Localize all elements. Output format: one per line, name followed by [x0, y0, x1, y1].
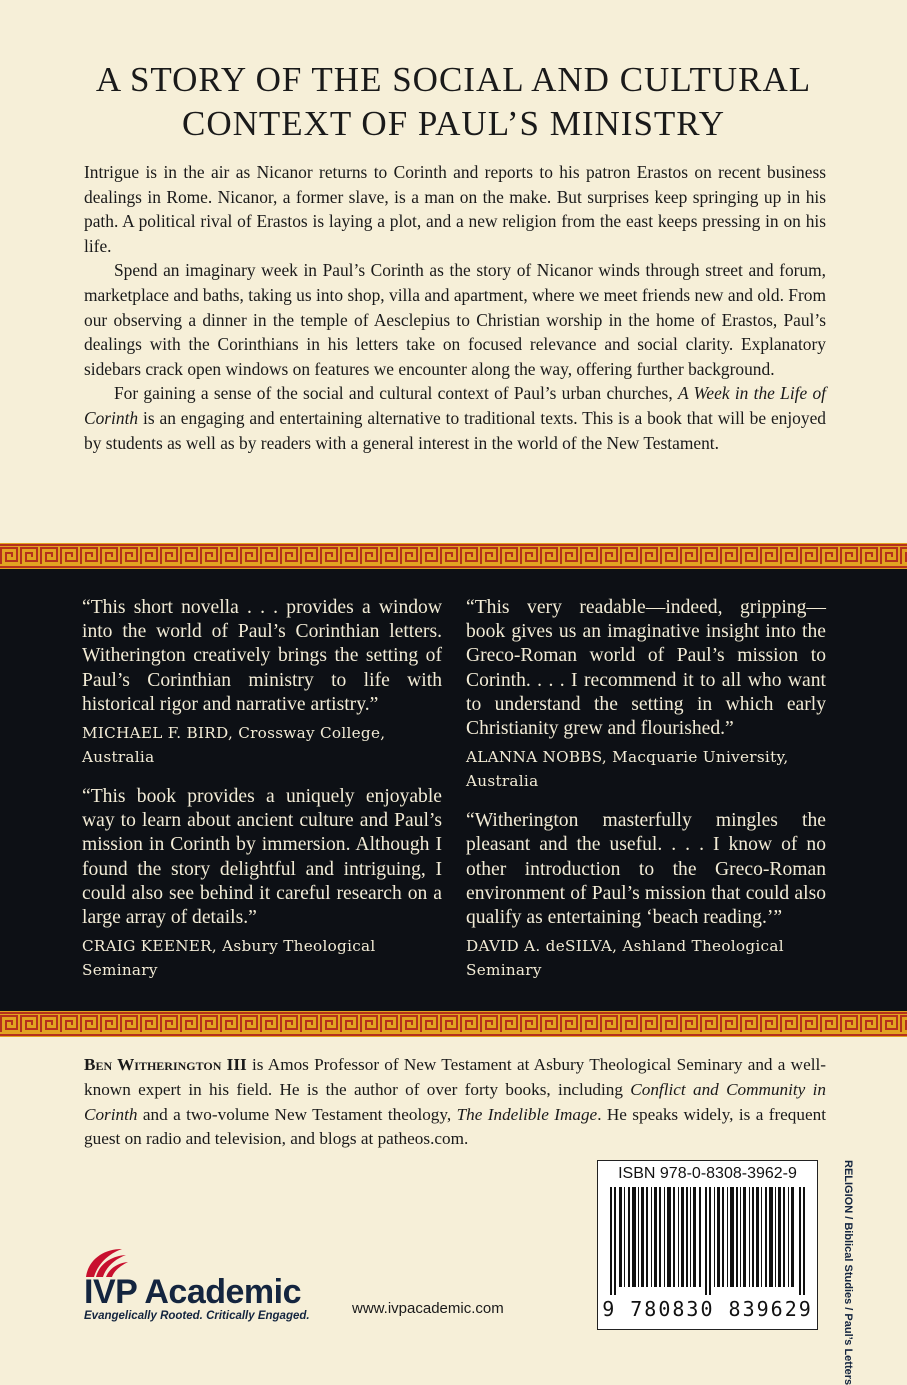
barcode — [597, 1160, 818, 1330]
endorsement-quote: “Witherington masterfully mingles the pleasant and the useful. . . . I know of no other introduction to the Greco-Roman environment of Paul’s mission that could also qualify as entertaining ‘beach reading.’” — [466, 810, 826, 929]
headline — [0, 58, 907, 146]
subject-category-text: RELIGION / Biblical Studies / Paul’s Letters — [842, 1160, 854, 1385]
publisher-website: www.ivpacademic.com — [352, 1300, 504, 1317]
endorsement-quote: “This very readable—indeed, gripping—book gives us an imaginative insight into the Greco-Roman world of Paul’s mission to Corinth. . . . I recommend it to all who want to understand the setting in which early Christianity grew and flourished.” — [466, 597, 826, 740]
description — [84, 160, 826, 455]
description-paragraph-2: Spend an imaginary week in Paul’s Corinth as the story of Nicanor winds through street and forum, marketplace and baths, taking us into shop, villa and apartment, where we meet friends new and old. From our observing a dinner in the temple of Aesclepius to Christian worship in the home of Erastos, Paul’s dealings with the Corinthians in his letters take on focused relevance and social clarity. Explanatory sidebars crack open windows on features we encounter along the way, offering further background. — [84, 260, 826, 379]
greek-key-border-top — [0, 543, 907, 569]
bio-text-3: . He speaks widely, is a frequent guest on radio and television, and blogs at patheos.com. — [84, 1104, 826, 1149]
barcode-bars — [608, 1187, 808, 1295]
bio-text-1: is Amos Professor of New Testament at Asbury Theological Seminary and a well-known expert in his field. He is the author of over forty books, including — [84, 1055, 826, 1099]
barcode-number: 9 780830 839629 — [602, 1297, 813, 1321]
endorsement-attribution: MICHAEL F. BIRD, Crossway College, Australia — [82, 724, 386, 767]
description-p3-end: is an engaging and entertaining alternative to traditional texts. This is a book that will be enjoyed by students as well as by readers with a general interest in the world of the New Testament. — [84, 407, 826, 453]
endorsement-quote: “This book provides a uniquely enjoyable way to learn about ancient culture and Paul’s mission in Corinth by immersion. Although I found the story delightful and intriguing, I could also see behind it careful research on a large array of details.” — [82, 786, 442, 929]
description-paragraph-1: Intrigue is in the air as Nicanor returns to Corinth and reports to his patron Erastos on recent business dealings in Rome. Nicanor, a former slave, is a man on the make. But surprises keep springing up in his path. A political rival of Erastos is laying a plot, and a new religion from the east keeps pressing in on his life. — [84, 162, 826, 256]
endorsement-attribution: CRAIG KEENER, Asbury Theological Seminary — [82, 937, 376, 980]
description-paragraph-3 — [84, 381, 826, 455]
headline-line-2: CONTEXT OF PAUL’S MINISTRY — [181, 104, 725, 143]
bio-book-1: Conflict and Community in Corinth — [84, 1079, 826, 1124]
publisher-tagline: Evangelically Rooted. Critically Engaged. — [84, 1310, 310, 1322]
publisher-name: IVP Academic — [84, 1273, 302, 1311]
headline-line-1: A STORY OF THE SOCIAL AND CULTURAL — [95, 60, 812, 99]
author-bio — [84, 1053, 826, 1152]
isbn-label: ISBN 978-0-8308-3962-9 — [618, 1165, 797, 1182]
book-title: A Week in the Life of Corinth — [84, 383, 826, 428]
author-name: Ben Witherington III — [84, 1055, 247, 1074]
endorsements-left-column — [82, 596, 442, 982]
subject-category — [840, 1160, 854, 1385]
description-p3-start: For gaining a sense of the social and cultural context of Paul’s urban churches, — [114, 383, 678, 404]
bio-text-2: and a two-volume New Testament theology, — [137, 1104, 457, 1124]
endorsements-right-column — [466, 596, 826, 982]
greek-key-border-bottom — [0, 1011, 907, 1037]
endorsement-quote: “This short novella . . . provides a window into the world of Paul’s Corinthian letters. Witherington creatively brings the setting of Paul’s Corinthian ministry to life with historical rigor and narrative artistry.” — [82, 597, 442, 715]
endorsement-attribution: DAVID A. deSILVA, Ashland Theological Seminary — [466, 937, 784, 980]
endorsements-band — [0, 569, 907, 1011]
endorsement-attribution: ALANNA NOBBS, Macquarie University, Australia — [466, 748, 789, 791]
publisher-logo — [82, 1245, 312, 1325]
bio-book-2: The Indelible Image — [456, 1104, 598, 1124]
